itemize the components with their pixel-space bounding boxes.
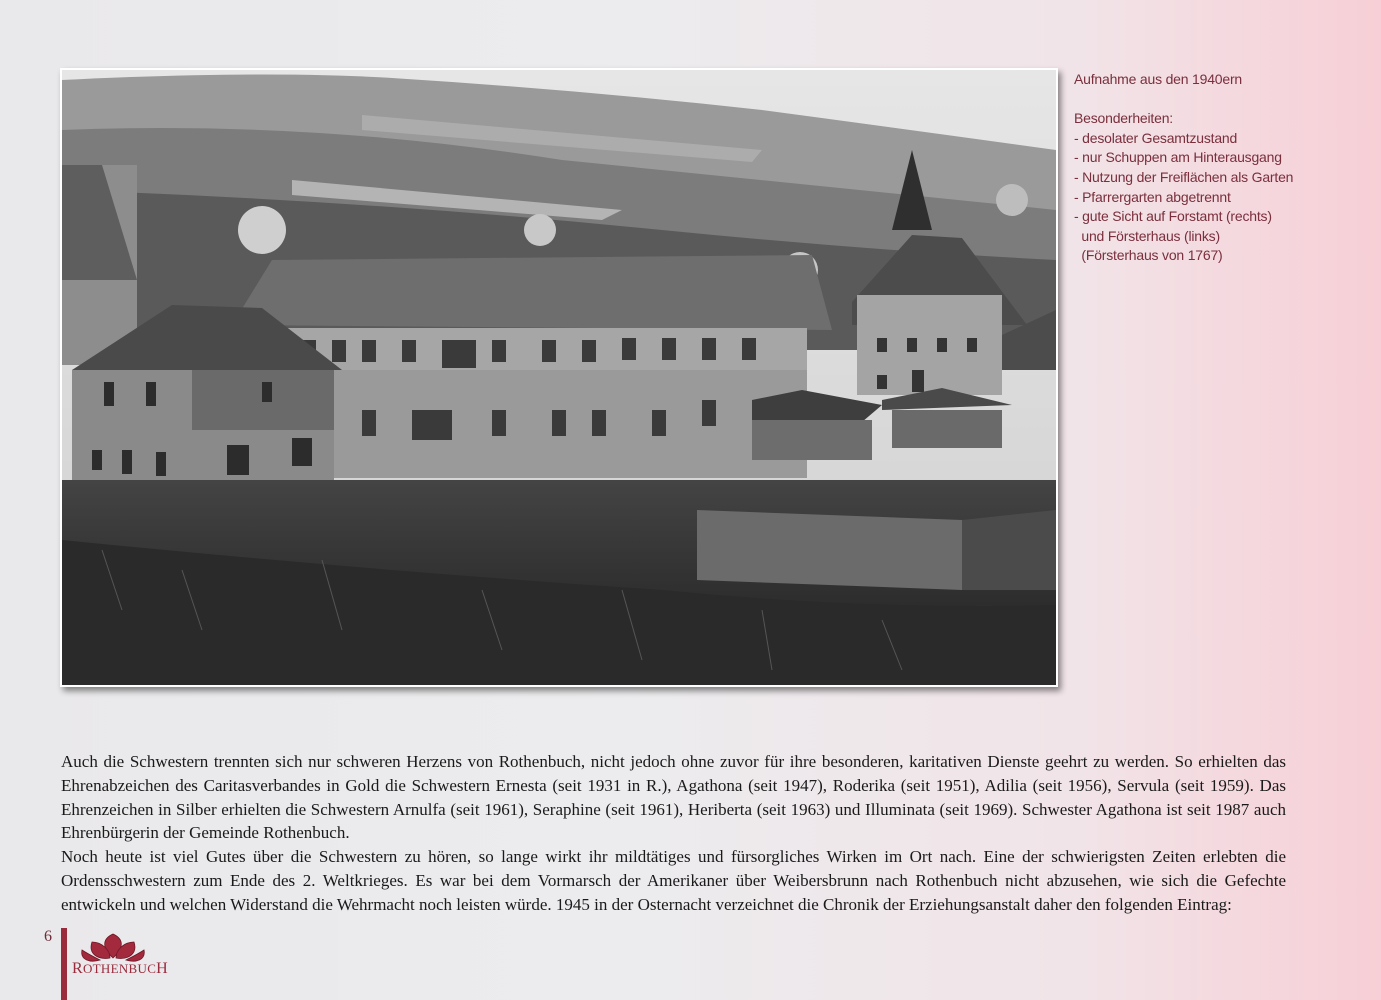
caption-item: - Nutzung der Freiflächen als Garten xyxy=(1074,168,1294,185)
body-paragraph-1: Auch die Schwestern trennten sich nur schweren Herzens von Rothenbuch, nicht jedoch ohne zuvor für ihre besonderen, karitativen Dienste geehrt zu werden. So erhielten das Ehrenabzeichen des Caritasverbandes in Gold die Schwestern Ernesta (seit 1931 in R.), Agathona (seit 1947), Roderika (seit 1951), Adilia (seit 1956), Servula (seit 1959). Das Ehrenzeichen in Silber erhielten die Schwestern Arnulfa (seit 1961), Seraphine (seit 1961), Heriberta (seit 1963) und Illuminata (seit 1969). Schwester Agathona ist seit 1987 auch Ehrenbürgerin der Gemeinde Rothenbuch. xyxy=(61,752,1286,843)
caption-spacer xyxy=(1074,90,1374,110)
logo-wordmark: ROTHENBUCH xyxy=(72,960,169,977)
caption-item: (Försterhaus von 1767) xyxy=(1074,247,1223,264)
caption-item: - nur Schuppen am Hinterausgang xyxy=(1074,149,1282,166)
caption-heading: Besonderheiten: xyxy=(1074,110,1173,127)
historical-photo xyxy=(60,68,1058,687)
body-paragraph-2: Noch heute ist viel Gutes über die Schwestern zu hören, so lange wirkt ihr mildtätiges und fürsorgliches Wirken im Ort nach. Eine der schwierigsten Zeiten erlebten die Ordensschwestern zum Ende des 2. Weltkrieges. Es war bei dem Vormarsch der Amerikaner über Weibersbrunn nach Rothenbuch nicht abzusehen, wie sich die Gefechte entwickeln und welchen Widerstand die Wehrmacht noch leisten würde. 1945 in der Osternacht verzeichnet die Chronik der Erziehungsanstalt daher den folgenden Eintrag: xyxy=(61,847,1286,914)
photo-caption xyxy=(1074,70,1374,266)
caption-item: und Försterhaus (links) xyxy=(1074,227,1220,244)
page-number: 6 xyxy=(44,928,52,945)
caption-item: - gute Sicht auf Forstamt (rechts) xyxy=(1074,208,1272,225)
caption-item: - desolater Gesamtzustand xyxy=(1074,129,1238,146)
caption-date: Aufnahme aus den 1940ern xyxy=(1074,71,1242,87)
caption-item: - Pfarrergarten abgetrennt xyxy=(1074,188,1231,205)
accent-bar xyxy=(61,928,67,1000)
photo-monastery-1940s xyxy=(62,70,1056,685)
body-text xyxy=(61,750,1286,917)
